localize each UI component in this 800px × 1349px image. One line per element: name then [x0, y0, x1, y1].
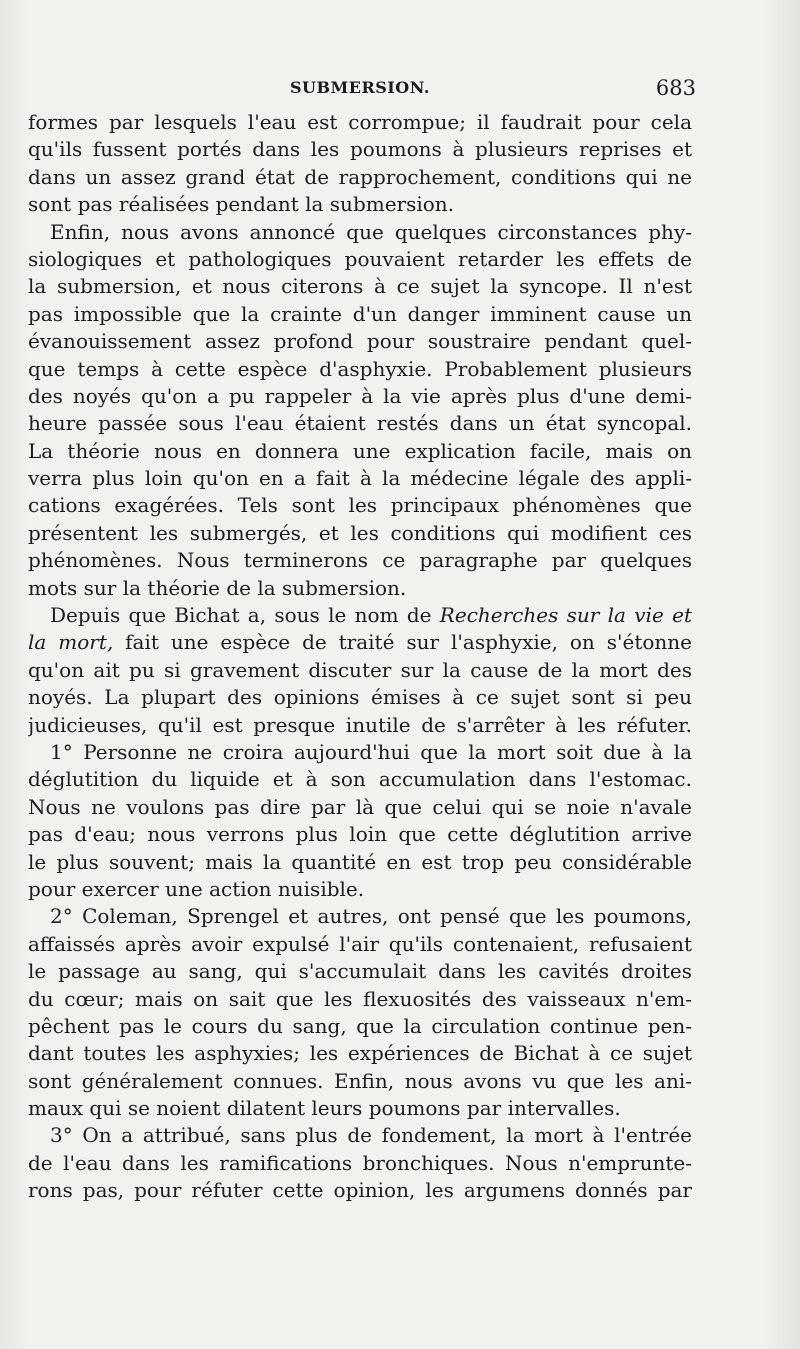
text-line: présentent les submergés, et les conditions qui modifient ces [28, 520, 692, 545]
text-line: que temps à cette espèce d'asphyxie. Probablement plusieurs [28, 356, 692, 381]
text-line: pas impossible que la crainte d'un danger imminent cause un [28, 301, 692, 326]
text-line: cations exagérées. Tels sont les principaux phénomènes que [28, 493, 692, 518]
text-line: phénomènes. Nous terminerons ce paragraphe par quelques [28, 548, 692, 573]
text-line: affaissés après avoir expulsé l'air qu'ils contenaient, refusaient [28, 931, 692, 956]
italic-title: la mort, [28, 630, 114, 655]
text-line [28, 629, 692, 656]
text-line: de l'eau dans les ramifications bronchiques. Nous n'emprunte- [28, 1150, 692, 1175]
text-line: 2° Coleman, Sprengel et autres, ont pensé que les poumons, [50, 904, 692, 929]
text-line: le passage au sang, qui s'accumulait dans les cavités droites [28, 959, 692, 984]
text-line: du cœur; mais on sait que les flexuosités des vaisseaux n'em- [28, 986, 692, 1011]
text-run: Depuis que Bichat a, sous le nom de [50, 603, 440, 628]
italic-title: Recherches sur la vie et [439, 603, 692, 628]
text-line [28, 602, 692, 629]
text-line: noyés. La plupart des opinions émises à ce sujet sont si peu [28, 685, 692, 710]
text-line: maux qui se noient dilatent leurs poumons par intervalles. [28, 1096, 621, 1121]
text-line: qu'ils fussent portés dans les poumons à plusieurs reprises et [28, 137, 692, 162]
text-line: évanouissement assez profond pour soustraire pendant quel- [28, 329, 692, 354]
text-line: siologiques et pathologiques pouvaient retarder les effets de [28, 246, 692, 271]
text-line: judicieuses, qu'il est presque inutile de s'arrêter à les réfuter. [28, 712, 692, 737]
text-line: déglutition du liquide et à son accumulation dans l'estomac. [28, 767, 692, 792]
text-line: La théorie nous en donnera une explication facile, mais on [28, 438, 692, 463]
text-line: Enfin, nous avons annoncé que quelques circonstances phy- [50, 219, 692, 244]
text-line: qu'on ait pu si gravement discuter sur la cause de la mort des [28, 657, 692, 682]
text-line: 3° On a attribué, sans plus de fondement, la mort à l'entrée [50, 1123, 692, 1148]
page-header [28, 76, 696, 102]
text-line: rons pas, pour réfuter cette opinion, les argumens donnés par [28, 1178, 692, 1203]
text-line: 1° Personne ne croira aujourd'hui que la mort soit due à la [50, 739, 692, 764]
page-number: 683 [655, 76, 696, 100]
text-run: fait une espèce de traité sur l'asphyxie, on s'étonne [113, 630, 692, 655]
text-line: Nous ne voulons pas dire par là que celui qui se noie n'avale [28, 794, 692, 819]
text-line: des noyés qu'on a pu rappeler à la vie après plus d'une demi- [28, 383, 692, 408]
text-line: dans un assez grand état de rapprochement, conditions qui ne [28, 164, 692, 189]
body-text [28, 109, 692, 1205]
running-title: SUBMERSION. [290, 78, 430, 97]
text-line: pour exercer une action nuisible. [28, 876, 365, 901]
text-line: mots sur la théorie de la submersion. [28, 575, 407, 600]
text-line: pas d'eau; nous verrons plus loin que cette déglutition arrive [28, 822, 692, 847]
text-line: sont pas réalisées pendant la submersion. [28, 192, 455, 217]
text-line: le plus souvent; mais la quantité en est trop peu considérable [28, 849, 692, 874]
text-line: pêchent pas le cours du sang, que la circulation continue pen- [28, 1013, 692, 1038]
text-line: verra plus loin qu'on en a fait à la médecine légale des appli- [28, 466, 692, 491]
text-line: heure passée sous l'eau étaient restés dans un état syncopal. [28, 411, 692, 436]
text-line: la submersion, et nous citerons à ce sujet la syncope. Il n'est [28, 274, 692, 299]
text-line: sont généralement connues. Enfin, nous avons vu que les ani- [28, 1068, 692, 1093]
text-line: formes par lesquels l'eau est corrompue; il faudrait pour cela [28, 110, 692, 134]
text-line: dant toutes les asphyxies; les expériences de Bichat à ce sujet [28, 1041, 692, 1066]
